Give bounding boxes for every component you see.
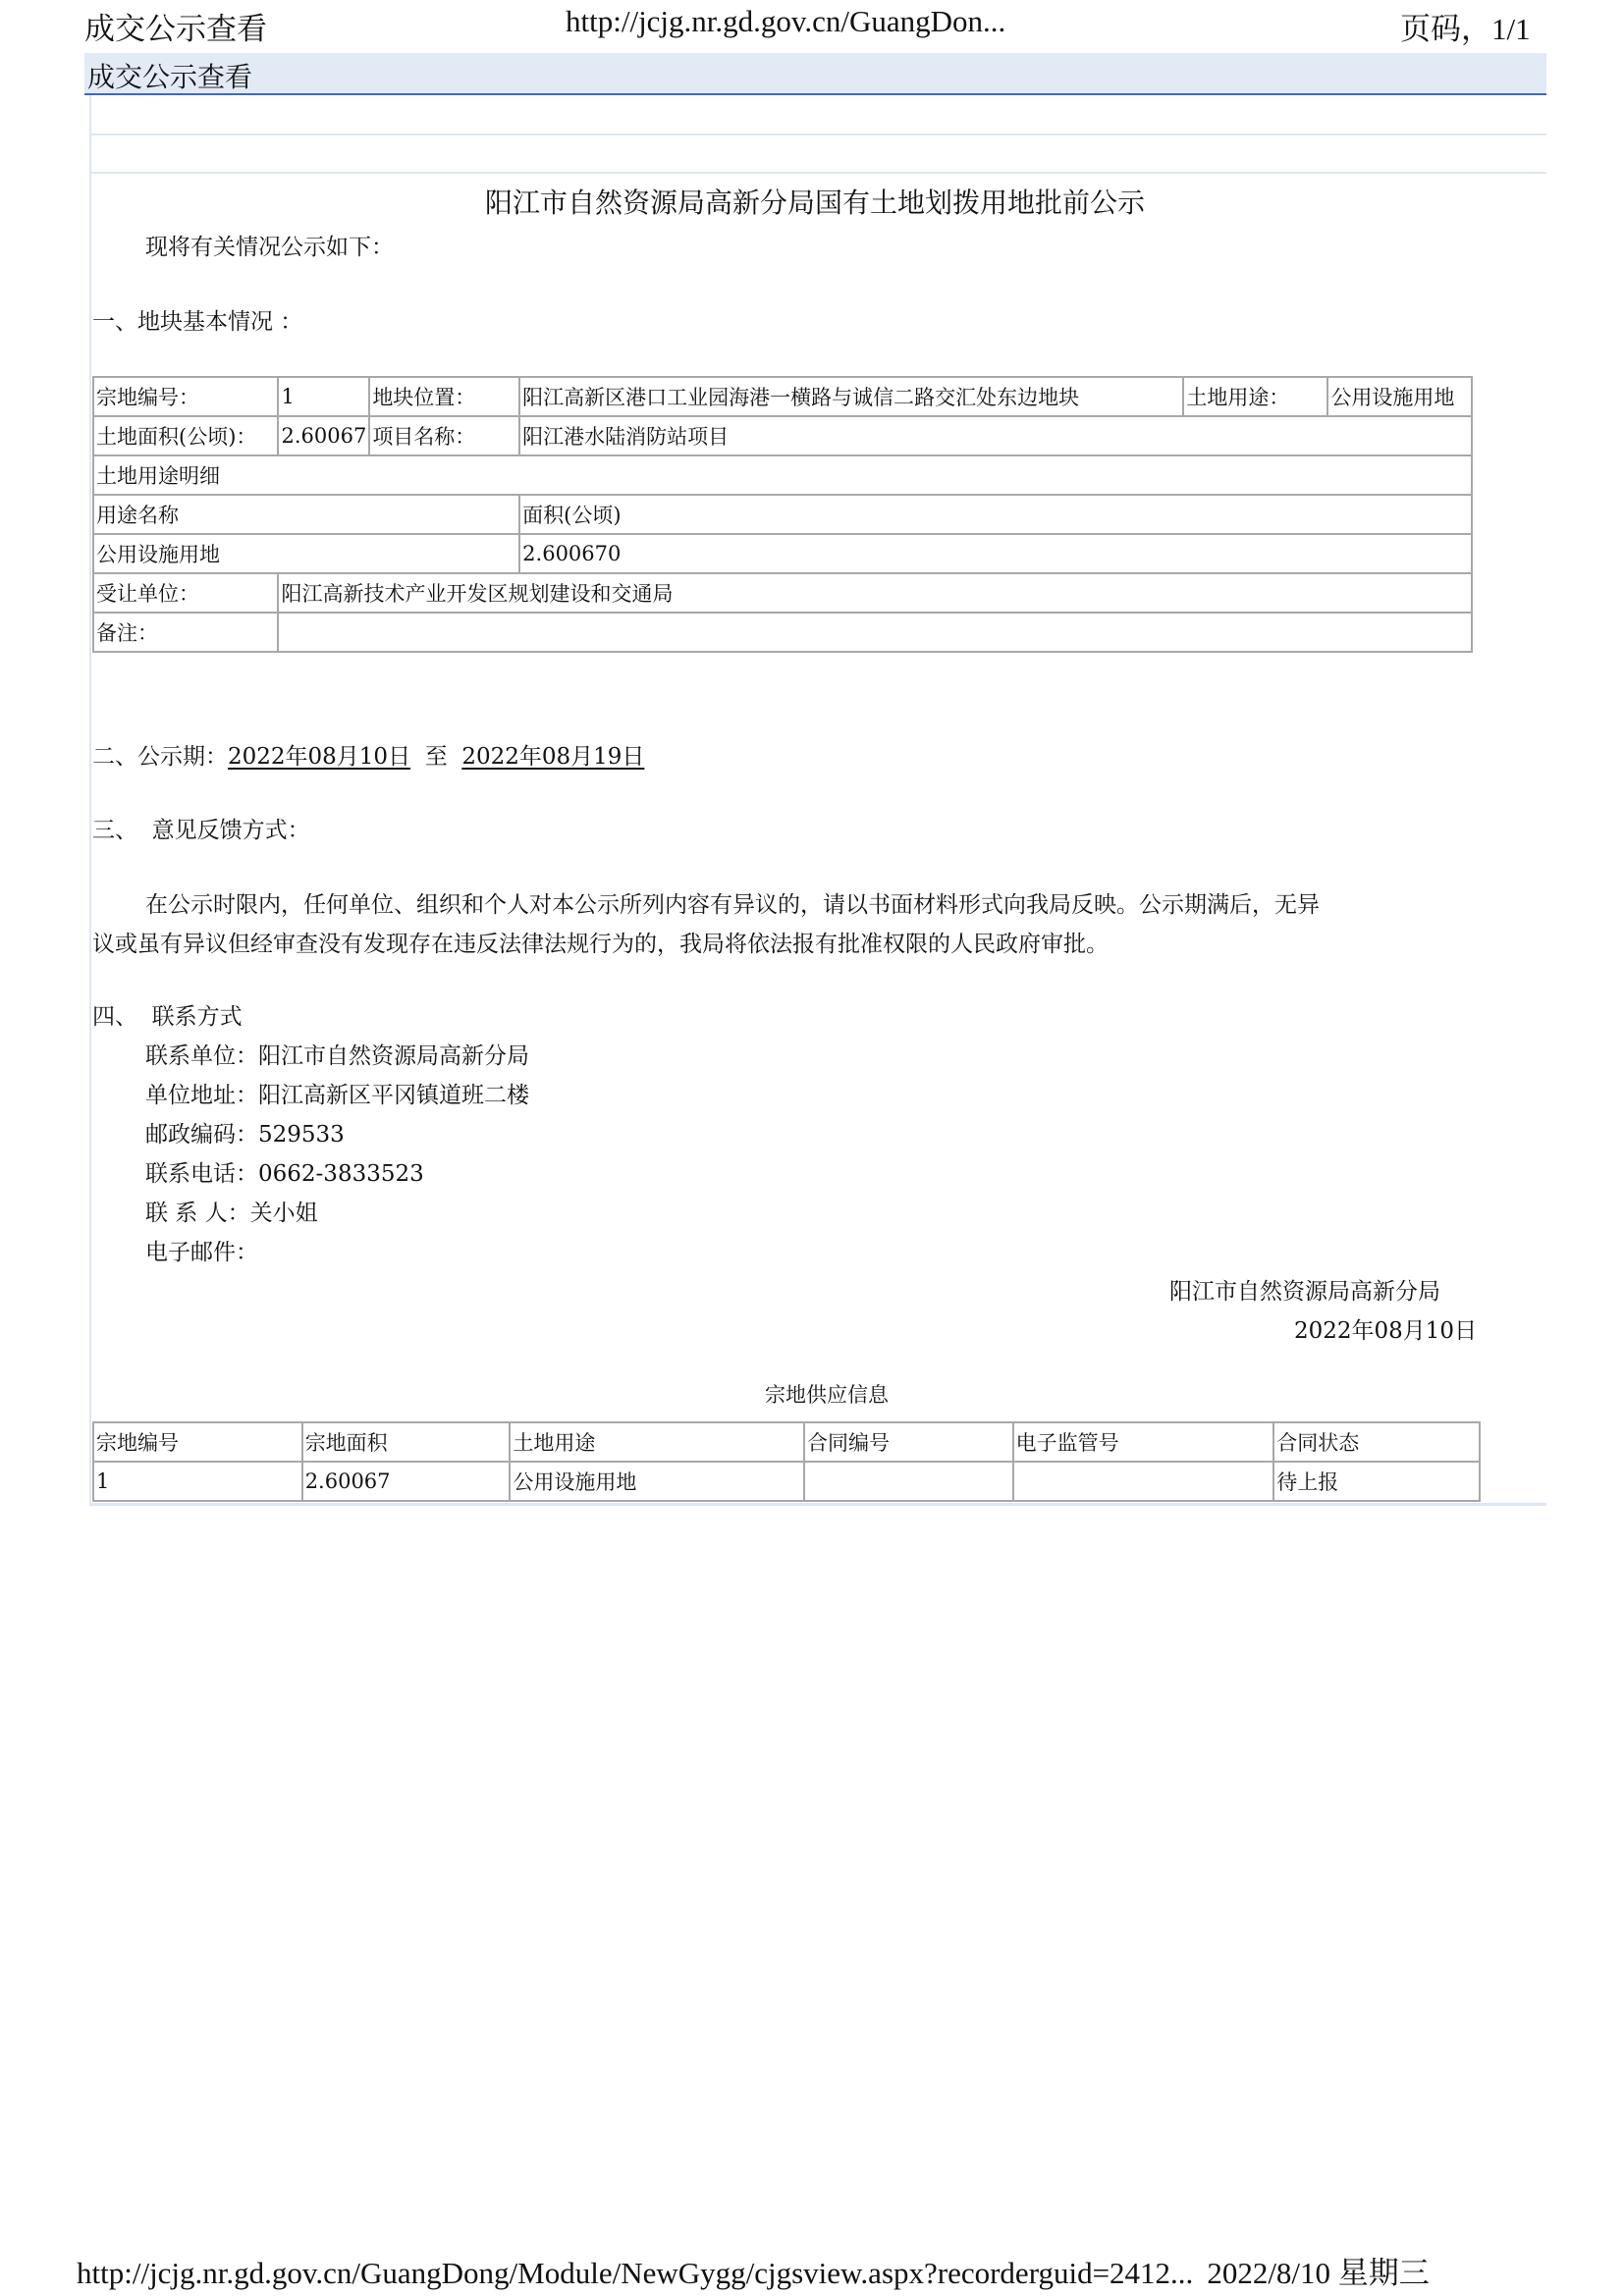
table-row (93, 1462, 1480, 1501)
column-header-parcel-no: 宗地编号 (93, 1422, 302, 1462)
table-row (93, 573, 1472, 613)
section-4-heading: 四、 联系方式 (92, 1004, 243, 1030)
column-header-parcel-area: 宗地面积 (302, 1422, 511, 1462)
use-detail-header: 土地用途明细 (93, 455, 1472, 495)
page-title: 成交公示查看 (87, 61, 253, 93)
column-header-contract-status: 合同状态 (1273, 1422, 1480, 1462)
area-value: 2.60067 (278, 416, 369, 455)
period-label: 二、公示期： (92, 744, 228, 770)
contact-unit: 联系单位：阳江市自然资源局高新分局 (145, 1043, 529, 1069)
use-name-column-header: 用途名称 (93, 495, 519, 534)
section-1-heading: 一、地块基本情况 ： (92, 309, 303, 335)
signature-date: 2022年08月10日 (1294, 1318, 1478, 1344)
signature-org: 阳江市自然资源局高新分局 (1169, 1279, 1440, 1305)
contact-person: 联 系 人：关小姐 (145, 1201, 318, 1226)
assignee-value: 阳江高新技术产业开发区规划建设和交通局 (278, 573, 1472, 613)
divider (89, 1503, 1546, 1506)
section-3-heading: 三、 意见反馈方式： (92, 818, 310, 843)
location-value: 阳江高新区港口工业园海港一横路与诚信二路交汇处东边地块 (519, 377, 1183, 416)
use-area-column-header: 面积(公顷) (519, 495, 1472, 534)
intro-text: 现将有关情况公示如下： (145, 235, 394, 260)
assignee-label: 受让单位： (93, 573, 278, 613)
parcel-no-label: 宗地编号： (93, 377, 278, 416)
column-header-land-use: 土地用途 (510, 1422, 804, 1462)
column-header-supervision-no: 电子监管号 (1013, 1422, 1274, 1462)
parcel-no-value: 1 (278, 377, 369, 416)
print-header (0, 0, 1624, 49)
table-header-row (93, 1422, 1480, 1462)
project-value: 阳江港水陆消防站项目 (519, 416, 1472, 455)
contact-address: 单位地址：阳江高新区平冈镇道班二楼 (145, 1083, 529, 1108)
cell-contract-status: 待上报 (1273, 1462, 1480, 1501)
feedback-paragraph-line-2: 议或虽有异议但经审查没有发现存在违反法律法规行为的，我局将依法报有批准权限的人民政府审批。 (92, 932, 1109, 957)
cell-land-use: 公用设施用地 (510, 1462, 804, 1501)
area-label: 土地面积(公顷)： (93, 416, 278, 455)
contact-postcode: 邮政编码：529533 (145, 1122, 345, 1148)
document-title: 阳江市自然资源局高新分局国有土地划拨用地批前公示 (484, 187, 1145, 219)
period-start: 2022年08月10日 (228, 744, 411, 770)
contact-email: 电子邮件： (145, 1240, 258, 1265)
table-row (93, 495, 1472, 534)
cell-supervision-no (1013, 1462, 1274, 1501)
use-name-cell: 公用设施用地 (93, 534, 519, 573)
contact-phone: 联系电话：0662-3833523 (145, 1161, 424, 1187)
print-footer-date: 2022/8/10 星期三 (1207, 2256, 1430, 2290)
cell-contract-no (804, 1462, 1013, 1501)
feedback-paragraph-line-1: 在公示时限内，任何单位、组织和个人对本公示所列内容有异议的，请以书面材料形式向我局反映。公示期满后，无异 (145, 892, 1320, 918)
cell-parcel-no: 1 (93, 1462, 302, 1501)
divider (91, 172, 1546, 174)
page-title-band (84, 53, 1546, 95)
table-row (93, 377, 1472, 416)
table-row (93, 455, 1472, 495)
period-to: 至 (424, 744, 448, 770)
table-row (93, 613, 1472, 652)
supply-table-caption: 宗地供应信息 (765, 1383, 889, 1407)
land-use-value: 公用设施用地 (1327, 377, 1472, 416)
remark-value (278, 613, 1472, 652)
location-label: 地块位置： (369, 377, 519, 416)
divider (91, 133, 1546, 135)
parcel-info-table (92, 376, 1473, 653)
land-use-label: 土地用途： (1183, 377, 1327, 416)
cell-parcel-area: 2.60067 (302, 1462, 511, 1501)
print-header-title: 成交公示查看 (84, 12, 267, 46)
use-area-cell: 2.600670 (519, 534, 1472, 573)
supply-info-table (92, 1421, 1481, 1502)
section-2-period (92, 741, 644, 773)
print-header-page: 页码，1/1 (1400, 12, 1531, 46)
print-header-url: http://jcjg.nr.gd.gov.cn/GuangDon... (566, 4, 1006, 38)
print-footer-url: http://jcjg.nr.gd.gov.cn/GuangDong/Module/NewGygg/cjgsview.aspx?recorderguid=2412... (77, 2256, 1194, 2290)
table-row (93, 534, 1472, 573)
remark-label: 备注： (93, 613, 278, 652)
print-footer (77, 2248, 1430, 2292)
table-row (93, 416, 1472, 455)
period-end: 2022年08月19日 (461, 744, 645, 770)
project-label: 项目名称： (369, 416, 519, 455)
column-header-contract-no: 合同编号 (804, 1422, 1013, 1462)
